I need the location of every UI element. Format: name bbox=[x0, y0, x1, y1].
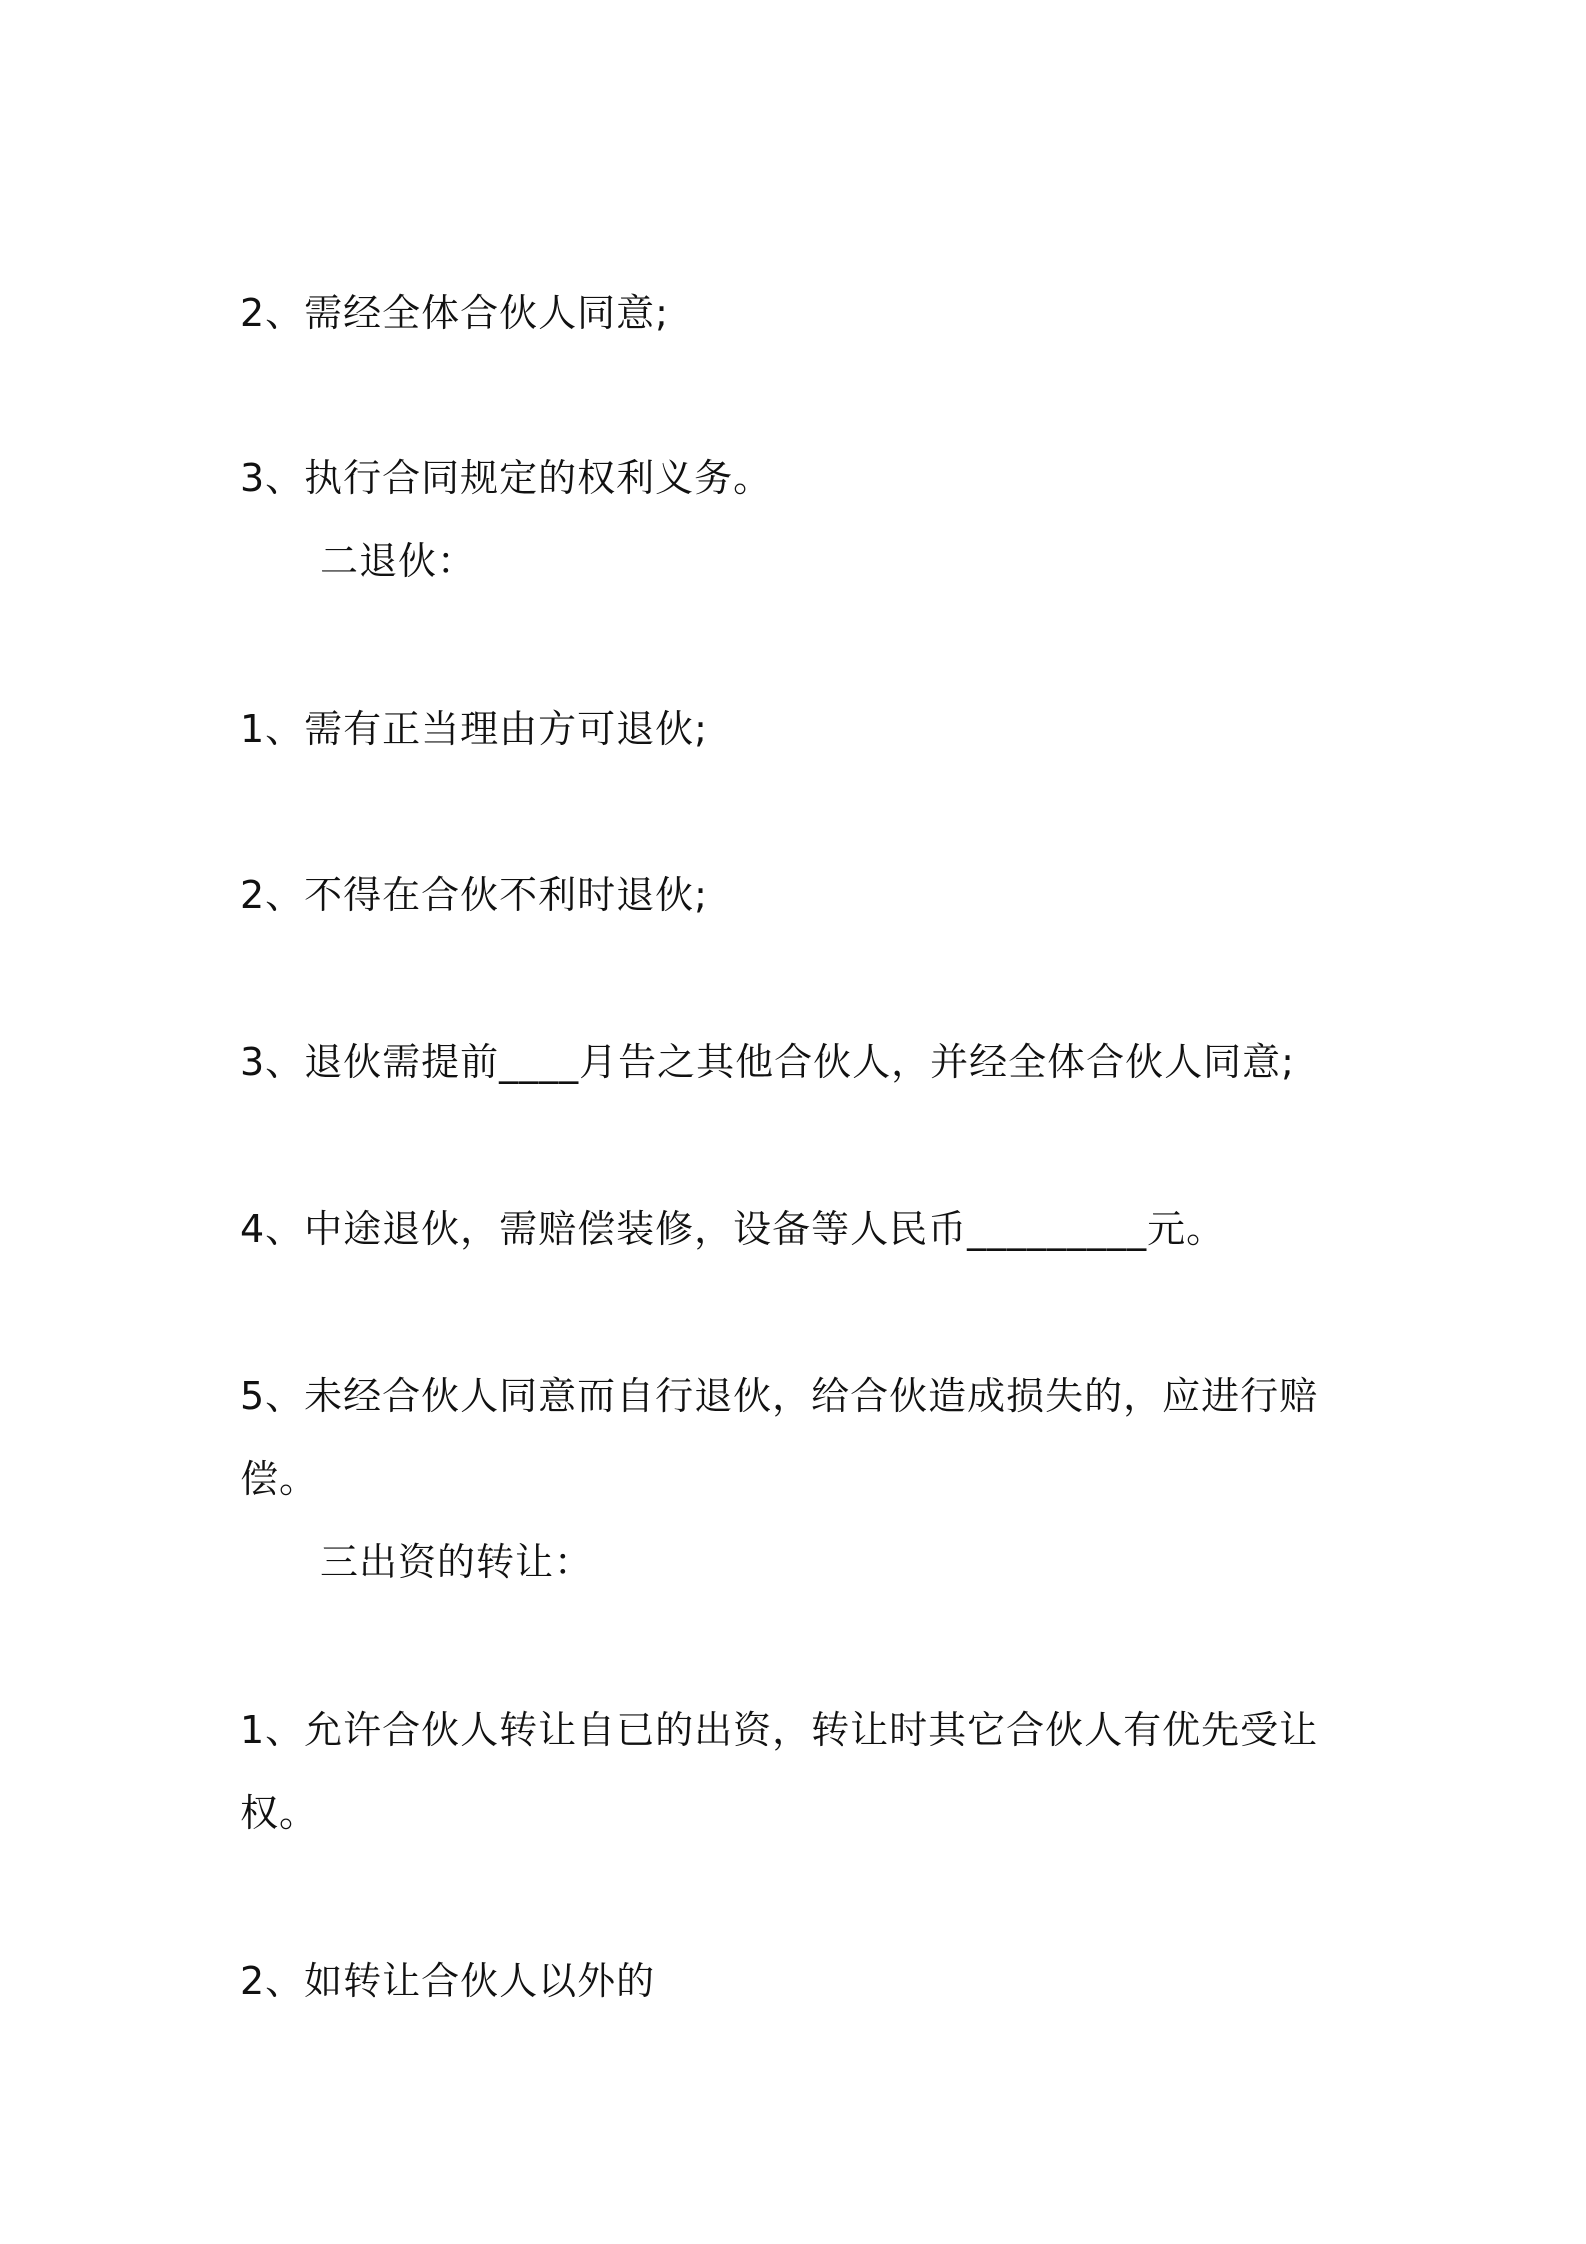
section-heading-withdrawal: 二退伙： bbox=[320, 539, 477, 583]
clause-2-unanimous-consent: 2、需经全体合伙人同意; bbox=[240, 291, 669, 335]
transfer-clause-1-continued: 权。 bbox=[240, 1791, 319, 1835]
clause-3-execute-contract: 3、执行合同规定的权利义务。 bbox=[240, 456, 773, 500]
transfer-clause-2: 2、如转让合伙人以外的 bbox=[240, 1959, 656, 2003]
withdrawal-clause-2: 2、不得在合伙不利时退伙; bbox=[240, 873, 708, 917]
transfer-clause-1: 1、允许合伙人转让自已的出资，转让时其它合伙人有优先受让 bbox=[240, 1708, 1319, 1752]
withdrawal-clause-4: 4、中途退伙，需赔偿装修，设备等人民币_________元。 bbox=[240, 1207, 1226, 1251]
withdrawal-clause-5-continued: 偿。 bbox=[240, 1457, 319, 1501]
withdrawal-clause-3: 3、退伙需提前____月告之其他合伙人，并经全体合伙人同意; bbox=[240, 1040, 1295, 1084]
section-heading-transfer: 三出资的转让： bbox=[320, 1540, 594, 1584]
withdrawal-clause-1: 1、需有正当理由方可退伙; bbox=[240, 707, 708, 751]
withdrawal-clause-5: 5、未经合伙人同意而自行退伙，给合伙造成损失的，应进行赔 bbox=[240, 1374, 1319, 1418]
